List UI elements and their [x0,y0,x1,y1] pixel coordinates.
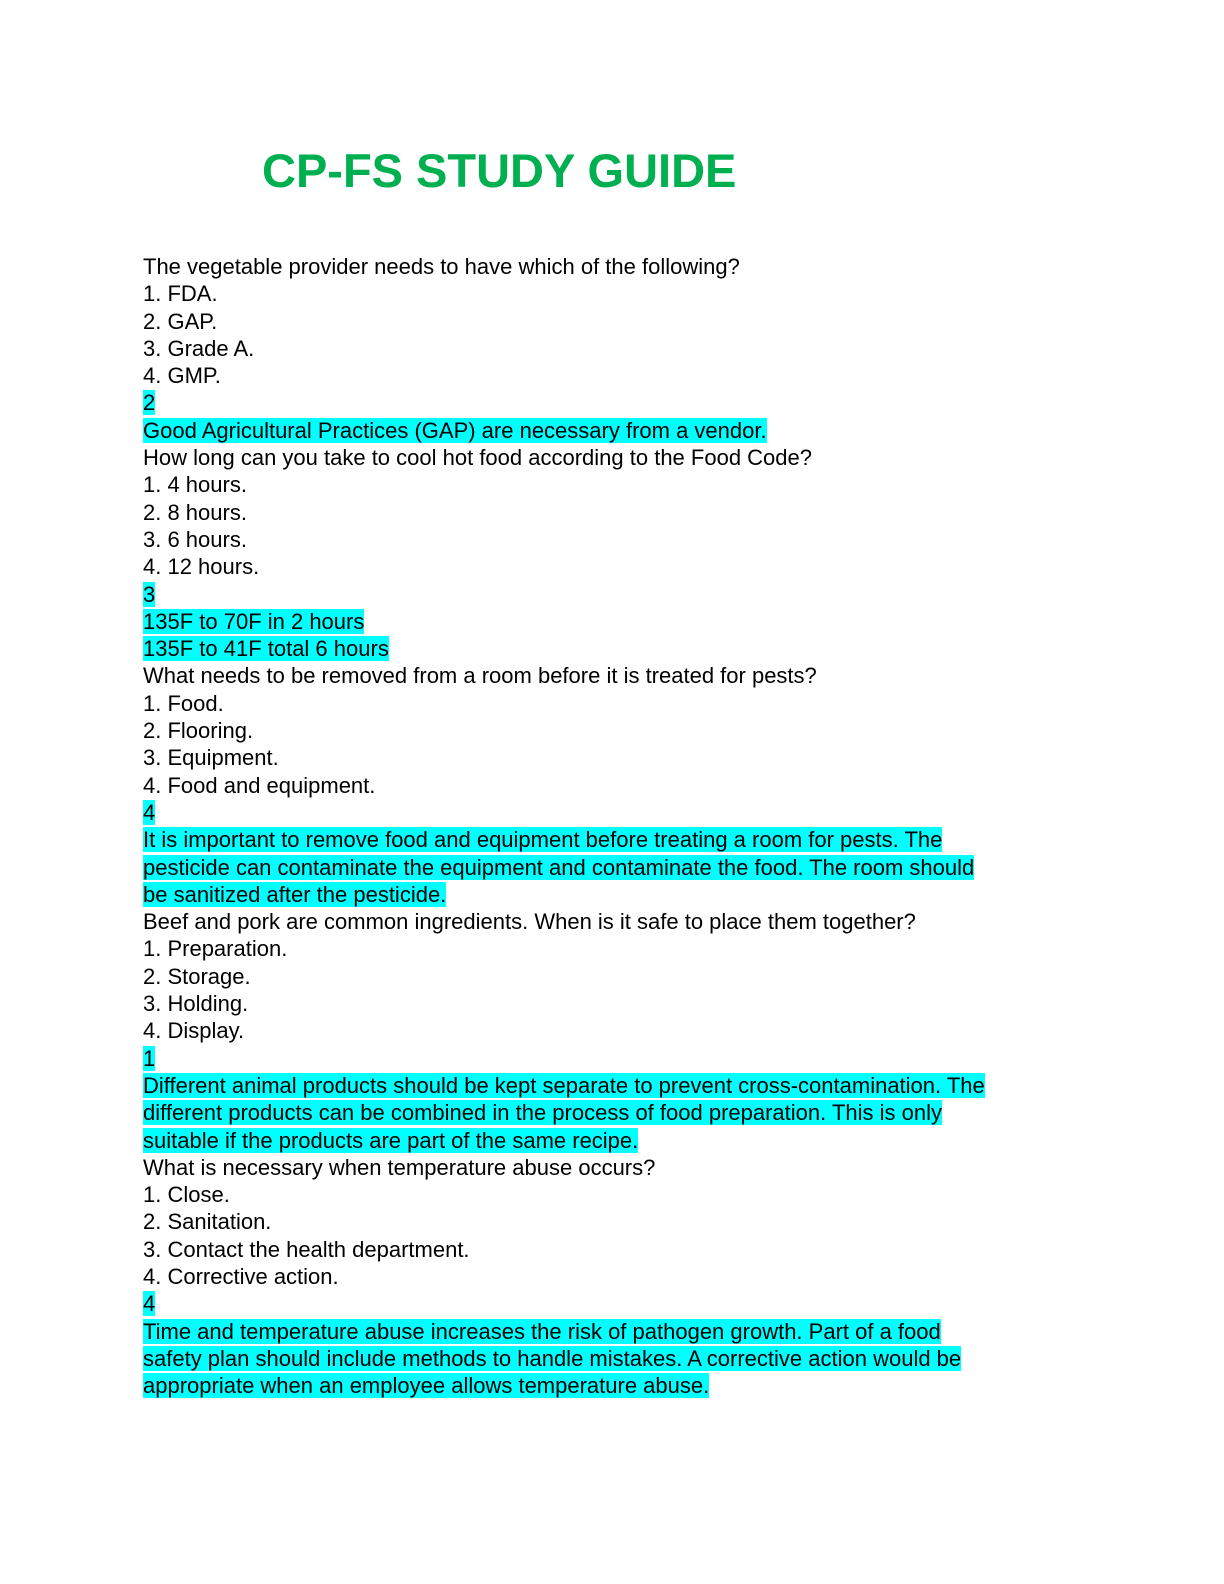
option-4: 4. GMP. [143,363,221,389]
question-block-4 [143,908,1103,1154]
option-2: 2. Flooring. [143,718,254,744]
answer-number: 1 [143,1045,156,1071]
explanation-line: pesticide can contaminate the equipment and contaminate the food. The room should [143,854,975,880]
question-text: What is necessary when temperature abuse occurs? [143,1154,656,1180]
option-4: 4. Food and equipment. [143,772,376,798]
explanation-line: safety plan should include methods to handle mistakes. A corrective action would be [143,1345,962,1371]
explanation-line: suitable if the products are part of the same recipe. [143,1127,639,1153]
option-1: 1. Food. [143,690,224,716]
option-4: 4. 12 hours. [143,554,260,580]
study-guide-content [143,253,1103,1399]
explanation-line: different products can be combined in the process of food preparation. This is only [143,1100,942,1126]
option-2: 2. Storage. [143,963,251,989]
explanation-line: Different animal products should be kept separate to prevent cross-contamination. The [143,1072,985,1098]
explanation-line: It is important to remove food and equipment before treating a room for pests. The [143,827,943,853]
option-4: 4. Corrective action. [143,1263,339,1289]
explanation-line: Time and temperature abuse increases the risk of pathogen growth. Part of a food [143,1318,941,1344]
explanation-line: 135F to 41F total 6 hours [143,636,389,662]
explanation-line: Good Agricultural Practices (GAP) are necessary from a vendor. [143,417,767,443]
option-3: 3. Equipment. [143,745,279,771]
answer-number: 4 [143,1291,156,1317]
question-block-5 [143,1154,1103,1400]
option-2: 2. 8 hours. [143,499,247,525]
question-text: Beef and pork are common ingredients. When is it safe to place them together? [143,909,916,935]
explanation-line: be sanitized after the pesticide. [143,881,447,907]
option-1: 1. 4 hours. [143,472,247,498]
answer-number: 4 [143,799,156,825]
question-text: The vegetable provider needs to have which of the following? [143,254,740,279]
option-1: 1. Close. [143,1182,230,1208]
page-title: CP-FS STUDY GUIDE [262,144,737,197]
option-4: 4. Display. [143,1018,245,1044]
explanation-line: appropriate when an employee allows temperature abuse. [143,1373,710,1399]
option-3: 3. Grade A. [143,335,255,361]
question-text: What needs to be removed from a room before it is treated for pests? [143,663,817,689]
question-block-1 [143,253,1103,444]
option-1: 1. Preparation. [143,936,288,962]
explanation-line: 135F to 70F in 2 hours [143,608,365,634]
option-2: 2. GAP. [143,308,218,334]
option-1: 1. FDA. [143,281,218,307]
option-3: 3. Contact the health department. [143,1236,470,1262]
answer-number: 3 [143,581,156,607]
option-3: 3. 6 hours. [143,526,247,552]
question-text: How long can you take to cool hot food according to the Food Code? [143,445,812,471]
question-block-3 [143,662,1103,908]
answer-number: 2 [143,390,156,416]
option-2: 2. Sanitation. [143,1209,272,1235]
option-3: 3. Holding. [143,991,249,1017]
question-block-2 [143,444,1103,662]
